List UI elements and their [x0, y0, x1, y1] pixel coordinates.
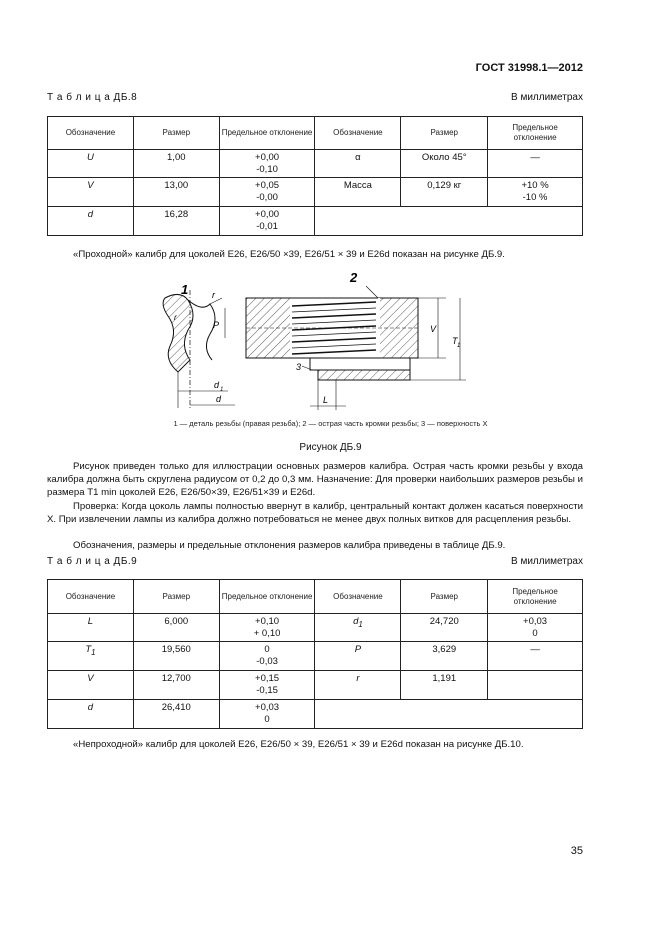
- cell-size: 13,00: [133, 178, 219, 207]
- table2-units: В миллиметрах: [511, 556, 583, 567]
- deviation-lower: + 0,10: [253, 628, 281, 639]
- paragraph-purpose: Рисунок приведен только для иллюстрации основных размеров калибра. Острая часть кромки резьбы у входа калибра должна быть скруглена радиусом от 0,2 до 0,3 мм. Назначение: Для проверки наибольших размеров резьбы и размера T1 min цоколей E26, E26/50×39, E26/51×39 и E26d.: [47, 461, 583, 499]
- paragraph-no-go-gauge: «Непроходной» калибр для цоколей E26, E26/50 × 39, E26/51 × 39 и E26d показан на рисунке ДБ.10.: [73, 739, 524, 750]
- cell-deviation: [219, 207, 315, 236]
- figure-title: Рисунок ДБ.9: [299, 442, 362, 453]
- cell-symbol: V: [48, 178, 134, 207]
- deviation-upper: +0,00: [255, 209, 280, 220]
- paragraph-dimensions: Обозначения, размеры и предельные отклонения размеров калибра приведены в таблице ДБ.9.: [73, 540, 506, 551]
- gauge-figure: [150, 268, 470, 413]
- deviation-lower: 0: [264, 714, 270, 725]
- table1-header: Размер: [133, 117, 219, 150]
- gauge-body: [246, 286, 466, 410]
- cell-symbol: α: [315, 150, 401, 178]
- symbol-main: T: [85, 644, 92, 655]
- cell-deviation: [219, 671, 315, 700]
- cell-deviation: [219, 178, 315, 207]
- paragraph-pass-gauge: «Проходной» калибр для цоколей E26, E26/50 ×39, E26/51 × 39 и E26d показан на рисунке ДБ.9.: [73, 249, 505, 260]
- symbol-sub: 1: [358, 619, 363, 629]
- table1-header-row: [48, 117, 583, 150]
- table2-header: Размер: [133, 580, 219, 614]
- cell-size: 1,00: [133, 150, 219, 178]
- label-r-small: r: [174, 313, 177, 322]
- cell-symbol: r: [315, 671, 401, 700]
- cell-size: 12,700: [133, 671, 219, 700]
- deviation-upper: +0,03: [523, 616, 548, 627]
- deviation-lower: -0,15: [256, 685, 278, 696]
- deviation-lower: -0,03: [256, 656, 278, 667]
- table1: [47, 116, 583, 236]
- cell-symbol: [315, 614, 401, 642]
- label-P: P: [213, 320, 220, 330]
- deviation-upper: +0,15: [255, 673, 280, 684]
- cell-size: Около 45°: [401, 150, 488, 178]
- label-L: L: [323, 395, 329, 405]
- cell-symbol: d: [48, 207, 134, 236]
- table2-header-row: [48, 580, 583, 614]
- cell-symbol: U: [48, 150, 134, 178]
- thread-detail: [163, 290, 235, 408]
- standard-header: ГОСТ 31998.1—2012: [475, 62, 583, 74]
- deviation-upper: +0,05: [255, 180, 280, 191]
- cell-size: 3,629: [401, 642, 488, 671]
- cell-deviation: —: [488, 150, 583, 178]
- label-V: V: [430, 324, 437, 334]
- table-row: [48, 700, 583, 729]
- cell-deviation: —: [488, 642, 583, 671]
- table-row: [48, 207, 583, 236]
- deviation-upper: +10 %: [521, 180, 549, 191]
- table-row: [48, 150, 583, 178]
- cell-symbol: d: [48, 700, 134, 729]
- deviation-upper: +0,10: [255, 616, 280, 627]
- label-d1-sub: 1: [220, 387, 224, 393]
- deviation-upper: +0,03: [255, 702, 280, 713]
- table2-header: Предельное отклонение: [488, 580, 583, 614]
- cell-symbol: Масса: [315, 178, 401, 207]
- label-r: r: [212, 290, 215, 300]
- table2-header: Обозначение: [48, 580, 134, 614]
- cell-deviation: [488, 614, 583, 642]
- label-d1: d: [214, 380, 220, 390]
- paragraph-check: Проверка: Когда цоколь лампы полностью ввернут в калибр, центральный контакт должен касаться поверхности X. При извлечении лампы из калибра должно потребоваться не менее двух полных витков для расцепления резьбы.: [47, 501, 583, 526]
- deviation-upper: 0: [264, 644, 270, 655]
- cell-deviation: [219, 642, 315, 671]
- table2: [47, 579, 583, 729]
- cell-deviation: [219, 700, 315, 729]
- table-row: [48, 178, 583, 207]
- cell-deviation: [488, 671, 583, 700]
- cell-deviation: [488, 178, 583, 207]
- table1-header: Обозначение: [315, 117, 401, 150]
- table1-units: В миллиметрах: [511, 92, 583, 103]
- figure-legend: 1 — деталь резьбы (правая резьба); 2 — острая часть кромки резьбы; 3 — поверхность X: [173, 419, 488, 428]
- deviation-lower: -0,01: [256, 221, 278, 232]
- empty-cell: [315, 700, 583, 729]
- label-3: 3: [296, 362, 302, 372]
- label-d: d: [216, 394, 222, 404]
- label-T1-sub: 1: [457, 343, 461, 349]
- cell-deviation: [219, 150, 315, 178]
- symbol-main: d: [353, 616, 359, 627]
- table-row: [48, 614, 583, 642]
- cell-symbol: P: [315, 642, 401, 671]
- table2-header: Обозначение: [315, 580, 401, 614]
- table-row: [48, 671, 583, 700]
- cell-size: 6,000: [133, 614, 219, 642]
- deviation-lower: 0: [532, 628, 538, 639]
- deviation-lower: -0,10: [256, 164, 278, 175]
- cell-size: 26,410: [133, 700, 219, 729]
- table1-header: Предельное отклонение: [219, 117, 315, 150]
- table2-caption: Т а б л и ц а ДБ.9: [47, 556, 138, 567]
- table1-header: Размер: [401, 117, 488, 150]
- table2-header: Предельное отклонение: [219, 580, 315, 614]
- empty-cell: [315, 207, 583, 236]
- cell-size: 19,560: [133, 642, 219, 671]
- table1-header: Предельное отклонение: [488, 117, 583, 150]
- page-number: 35: [570, 845, 583, 857]
- cell-symbol: V: [48, 671, 134, 700]
- label-2: 2: [350, 270, 358, 285]
- table2-header: Размер: [401, 580, 488, 614]
- deviation-lower: -0,00: [256, 192, 278, 203]
- cell-size: 1,191: [401, 671, 488, 700]
- label-T1: T: [452, 336, 458, 346]
- cell-size: 16,28: [133, 207, 219, 236]
- table1-caption: Т а б л и ц а ДБ.8: [47, 92, 138, 103]
- deviation-upper: +0,00: [255, 152, 280, 163]
- table1-header: Обозначение: [48, 117, 134, 150]
- cell-deviation: [219, 614, 315, 642]
- cell-size: 24,720: [401, 614, 488, 642]
- label-1: 1: [181, 282, 189, 297]
- cell-symbol: L: [48, 614, 134, 642]
- cell-symbol: [48, 642, 134, 671]
- cell-size: 0,129 кг: [401, 178, 488, 207]
- table-row: [48, 642, 583, 671]
- deviation-lower: -10 %: [522, 192, 548, 203]
- symbol-sub: 1: [91, 647, 96, 657]
